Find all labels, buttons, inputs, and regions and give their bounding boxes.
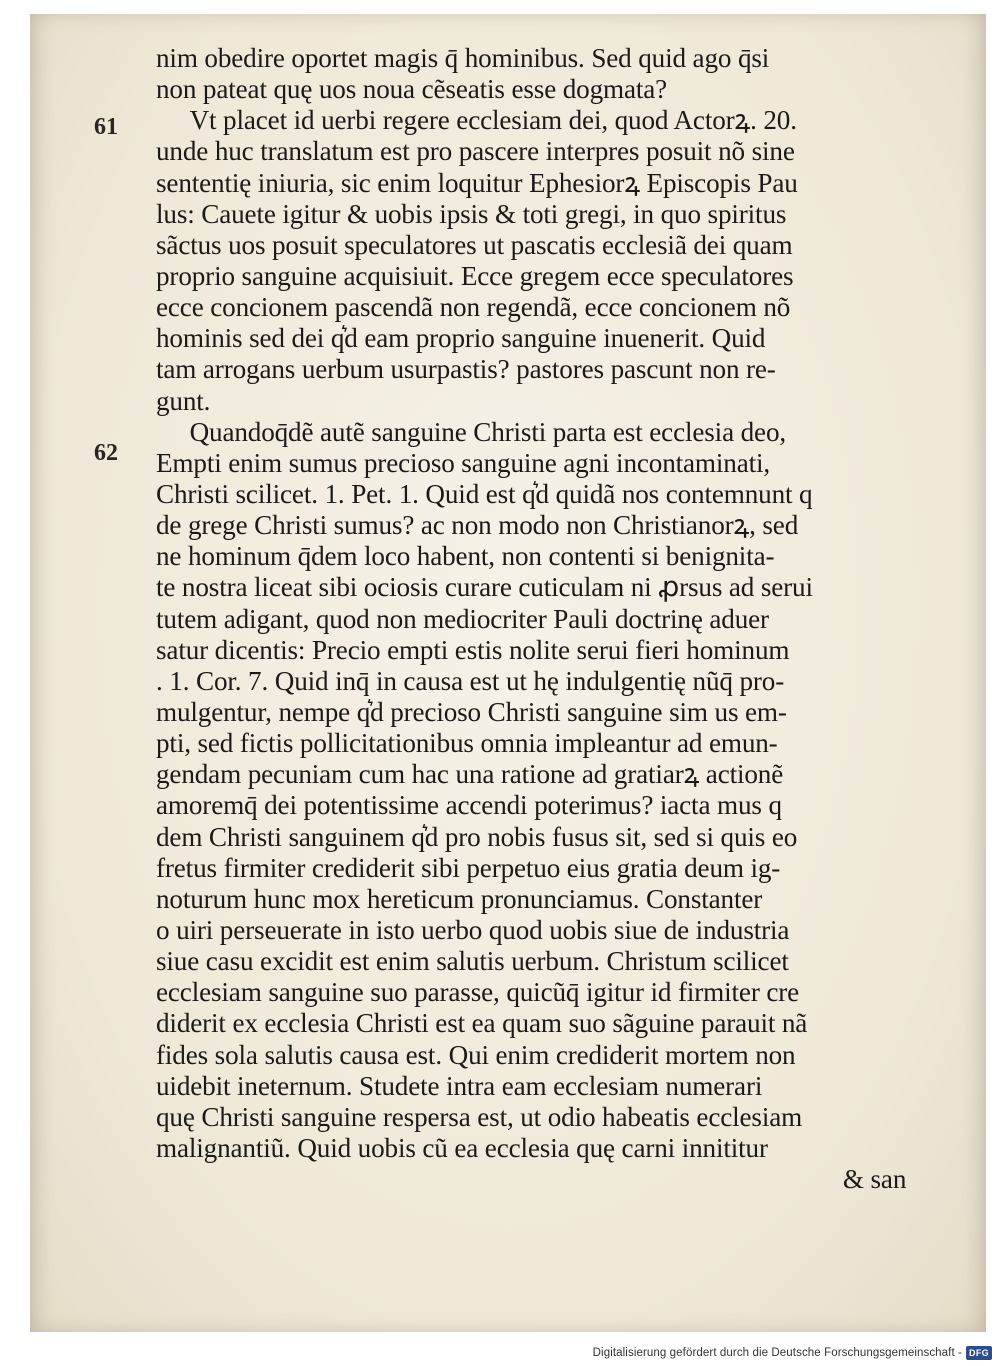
paragraph-start-line: Quandoq̄dẽ autẽ sanguine Christi parta est ecclesia deo,	[189, 415, 787, 447]
page-edge-right	[960, 14, 986, 1332]
text-line: sãctus uos posuit speculatores ut pascatis ecclesiã dei quam	[156, 228, 793, 260]
text-line: hominis sed dei q͛d eam proprio sanguine inuenerit. Quid	[156, 322, 766, 354]
text-line: diderit ex ecclesia Christi est ea quam suo sãguine parauit nã	[156, 1007, 808, 1039]
text-line: amoremq̄ dei potentissime accendi poterimus? iacta mus q	[156, 789, 782, 821]
text-line: siue casu excidit est enim salutis uerbum. Christum scilicet	[156, 945, 789, 977]
margin-number-61: 61	[94, 114, 118, 140]
text-line: Empti enim sumus precioso sanguine agni incontaminati,	[156, 446, 771, 478]
text-line: quę Christi sanguine respersa est, ut odio habeatis ecclesiam	[156, 1100, 803, 1132]
dfg-logo-text: DFG	[969, 1348, 989, 1358]
paragraph-start-line: Vt placet id uerbi regere ecclesiam dei, quod Actorꝝ. 20.	[189, 104, 797, 136]
text-line: malignantiũ. Quid uobis cũ ea ecclesia quę carni innititur	[156, 1131, 768, 1163]
digitization-footer	[0, 1340, 1000, 1366]
text-line: fides sola salutis causa est. Qui enim crediderit mortem non	[156, 1038, 796, 1070]
text-line: gunt.	[156, 384, 211, 416]
page-edge-left	[30, 14, 56, 1332]
body-text	[156, 42, 936, 1194]
text-line: gendam pecuniam cum hac una ratione ad gratiarꝝ actionẽ	[156, 758, 784, 790]
text-line: mulgentur, nempe q͛d precioso Christi sanguine sim us em-	[156, 695, 787, 727]
text-line: pti, sed fictis pollicitationibus omnia impleantur ad emun-	[156, 727, 778, 759]
margin-number-62: 62	[94, 440, 118, 466]
text-line: ne hominum q̄dem loco habent, non contenti si benignita-	[156, 540, 775, 572]
text-line: fretus firmiter crediderit sibi perpetuo eius gratia deum ig-	[156, 851, 781, 883]
catchword: & san	[842, 1163, 907, 1195]
text-line: de grege Christi sumus? ac non modo non Christianorꝝ, sed	[156, 509, 799, 541]
text-line: unde huc translatum est pro pascere interpres posuit nõ sine	[156, 135, 795, 167]
text-line: sententię iniuria, sic enim loquitur Ephesiorꝝ Episcopis Pau	[156, 166, 798, 198]
funding-credit: Digitalisierung gefördert durch die Deutsche Forschungsgemeinschaft -	[592, 1347, 962, 1359]
text-line: dem Christi sanguinem q͛d pro nobis fusus sit, sed si quis eo	[156, 820, 798, 852]
text-line: lus: Cauete igitur & uobis ipsis & toti gregi, in quo spiritus	[156, 197, 787, 229]
text-line: ecclesiam sanguine suo parasse, quicũq̄ igitur id firmiter cre	[156, 976, 800, 1008]
text-line: . 1. Cor. 7. Quid inq̄ in causa est ut hę indulgentię nũq̄ pro-	[156, 664, 785, 696]
text-line: nim obedire oportet magis q̄ hominibus. Sed quid ago q̄si	[156, 42, 770, 73]
dfg-logo-icon	[966, 1346, 992, 1360]
text-line: te nostra liceat sibi ociosis curare cuticulam ni ꝓrsus ad serui	[156, 571, 813, 603]
text-line: ecce concionem pascendã non regendã, ecce concionem nõ	[156, 291, 791, 323]
text-line: tam arrogans uerbum usurpastis? pastores pascunt non re-	[156, 353, 776, 385]
text-line: proprio sanguine acquisiuit. Ecce gregem ecce speculatores	[156, 259, 794, 291]
text-line: uidebit ineternum. Studete intra eam ecclesiam numerari	[156, 1069, 763, 1101]
text-line: non pateat quę uos noua cẽseatis esse dogmata?	[156, 73, 668, 105]
text-line: Christi scilicet. 1. Pet. 1. Quid est q͛d quidã nos contemnunt q	[156, 477, 813, 509]
text-line: satur dicentis: Precio empti estis nolite serui fieri hominum	[156, 633, 790, 665]
text-line: o uiri perseuerate in isto uerbo quod uobis siue de industria	[156, 913, 790, 945]
text-line: noturum hunc mox hereticum pronunciamus. Constanter	[156, 882, 763, 914]
text-line: tutem adigant, quod non mediocriter Pauli doctrinę aduer	[156, 602, 769, 634]
